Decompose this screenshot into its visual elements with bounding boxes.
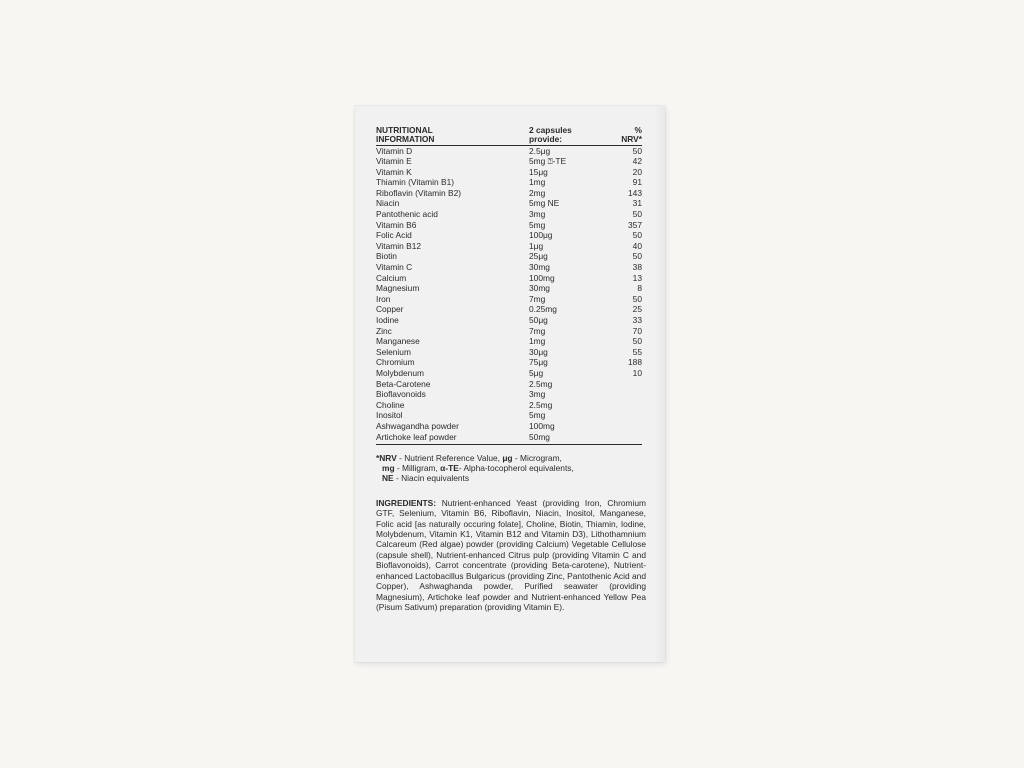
- nutrient-nrv: 50: [632, 209, 642, 220]
- nutrient-nrv: 50: [632, 251, 642, 262]
- nutrient-nrv: 357: [628, 219, 642, 230]
- nutrient-name: Artichoke leaf powder: [376, 432, 529, 444]
- nutrient-name: Iron: [376, 293, 391, 304]
- ingredients-text: [376, 498, 646, 612]
- nutrient-name: Niacin: [376, 198, 400, 209]
- nutrient-nrv: 70: [632, 325, 642, 336]
- table-row: [376, 337, 642, 348]
- nutrient-name: Folic Acid: [376, 230, 412, 241]
- table-row: [376, 284, 642, 295]
- nutrition-label: [376, 126, 646, 612]
- nutrient-amount: 2.5μg: [529, 145, 551, 156]
- nutrient-amount: 30mg: [529, 283, 550, 294]
- nutrient-amount: 1mg: [529, 177, 546, 188]
- nutrient-nrv: 40: [632, 240, 642, 251]
- footnote-mg-def: - Milligram,: [394, 463, 441, 474]
- header-nrv: % NRV*: [601, 126, 642, 146]
- nutrient-amount: 5mg: [529, 410, 546, 421]
- nutrient-amount: 3mg: [529, 209, 546, 220]
- table-row: [376, 178, 642, 189]
- table-row: [376, 358, 642, 369]
- nutrient-name: Calcium: [376, 272, 407, 283]
- table-row: [376, 263, 642, 274]
- nutrient-amount: 30mg: [529, 262, 550, 273]
- table-row: [376, 347, 642, 358]
- footnote-ate-term: α-TE: [440, 463, 459, 474]
- nutrient-name: Selenium: [376, 346, 411, 357]
- nutrient-name: Vitamin B12: [376, 240, 422, 251]
- nutrient-amount: 15μg: [529, 166, 548, 177]
- table-row: [376, 368, 642, 379]
- nutrient-amount: 0.25mg: [529, 304, 557, 315]
- nutrient-amount: 100mg: [529, 420, 555, 431]
- table-row: [376, 167, 642, 178]
- nutrient-amount: 1mg: [529, 336, 546, 347]
- nutrient-name: Iodine: [376, 315, 399, 325]
- footnote-nrv-term: *NRV: [376, 452, 397, 463]
- footnote-mg-term: mg: [382, 463, 395, 474]
- table-row: [376, 188, 642, 199]
- table-row: [376, 220, 642, 231]
- footnote-ug-term: μg: [502, 452, 513, 463]
- nutrient-name: Vitamin D: [376, 145, 413, 156]
- nutrient-nrv: [601, 400, 642, 411]
- nutrient-name: Chromium: [376, 357, 415, 368]
- nutrient-amount: 2.5mg: [529, 378, 553, 389]
- nutrient-name: Choline: [376, 399, 405, 410]
- table-row: [376, 252, 642, 263]
- nutrient-nrv: 38: [632, 262, 642, 273]
- nutrient-nrv: 55: [632, 346, 642, 357]
- nutrient-name: Vitamin C: [376, 262, 413, 273]
- nutrient-name: Inositol: [376, 410, 403, 421]
- nutrient-nrv: 143: [628, 187, 642, 198]
- nutrient-name: Vitamin B6: [376, 219, 417, 230]
- nutrient-amount: 3mg: [529, 389, 546, 400]
- nutrient-amount: 5mg NE: [529, 198, 560, 209]
- nrv-footnote: [376, 453, 646, 484]
- table-row: [376, 400, 642, 411]
- nutrient-amount: 7mg: [529, 325, 546, 336]
- nutrient-amount: 1μg: [529, 240, 544, 251]
- nutrient-name: Pantothenic acid: [376, 209, 438, 220]
- nutrient-name: Copper: [376, 304, 404, 315]
- nutrient-nrv: [601, 411, 642, 422]
- footnote-ne-term: NE: [382, 473, 394, 484]
- nutrient-amount: 5μg: [529, 367, 544, 378]
- nutrient-name: Zinc: [376, 325, 392, 336]
- table-row: [376, 273, 642, 284]
- footnote-nrv-def: - Nutrient Reference Value,: [396, 452, 503, 463]
- header-amount: 2 capsules provide:: [529, 126, 601, 146]
- nutrient-amount: 100μg: [529, 230, 553, 241]
- footnote-ne-def: - Niacin equivalents: [393, 473, 470, 484]
- nutrient-name: Ashwagandha powder: [376, 420, 459, 431]
- table-row: [376, 231, 642, 242]
- nutrient-amount: 5mg: [529, 219, 546, 230]
- nutrient-nrv: 91: [632, 177, 642, 188]
- nutrient-nrv: 42: [632, 156, 642, 167]
- nutrient-name: Magnesium: [376, 283, 420, 294]
- table-row: [376, 241, 642, 252]
- nutrient-nrv: [601, 432, 642, 444]
- nutrient-nrv: 31: [632, 198, 642, 209]
- nutrient-amount: 30μg: [529, 346, 548, 357]
- nutrient-nrv: 8: [637, 283, 642, 294]
- nutrient-amount: 75μg: [529, 357, 548, 368]
- nutrient-name: Molybdenum: [376, 367, 424, 378]
- footnote-ug-def: - Microgram,: [512, 452, 562, 463]
- nutrient-nrv: 20: [632, 166, 642, 177]
- table-row: [376, 390, 642, 401]
- nutrient-amount: 2.5mg: [529, 399, 553, 410]
- ingredients-list: Nutrient-enhanced Yeast (providing Iron, Chromium GTF, Selenium, Vitamin B6, Riboflavin, Niacin, Inositol, Manganese, Folic acid [as naturally occuring folate], Choline, Biotin, Thiamin, Iodine, Molybdenum, Vitamin K1, Vitamin B12 and Vitamin D3), Lithothamnium Calcareum (Red algae) powder (providing Calcium) Vegetable Cellulose (capsule shell), Nutrient-enhanced Citrus pulp (providing Vitamin C and Bioflavonoids), Carrot concentrate (providing Beta-carotene), Nutrient-enhanced Lactobacillus Bulgaricus (providing Zinc, Pantothenic Acid and Copper), Ashwaghanda powder, Purified seawater (providing Magnesium), Artichoke leaf powder and Nutrient-enhanced Yellow Pea (Pisum Sativum) preparation (providing Vitamin E).: [376, 497, 646, 612]
- nutrition-rows: [376, 146, 642, 445]
- table-row: [376, 421, 642, 432]
- table-row: [376, 379, 642, 390]
- table-row: [376, 316, 642, 327]
- table-row: [376, 210, 642, 221]
- table-row: [376, 294, 642, 305]
- nutrient-amount: 5mg ⍰-TE: [529, 156, 567, 167]
- nutrient-nrv: 13: [632, 272, 642, 283]
- nutrient-nrv: 10: [632, 367, 642, 378]
- nutrient-nrv: 50: [632, 145, 642, 156]
- nutrient-nrv: 33: [632, 315, 642, 325]
- table-row: [376, 432, 642, 444]
- nutrient-name: Beta-Carotene: [376, 378, 431, 389]
- product-box-back: [355, 106, 665, 662]
- nutrient-nrv: 188: [628, 357, 642, 368]
- table-row: [376, 305, 642, 316]
- ingredients-label: INGREDIENTS:: [376, 497, 437, 508]
- nutrient-name: Riboflavin (Vitamin B2): [376, 187, 462, 198]
- nutrient-amount: 2mg: [529, 187, 546, 198]
- nutrient-nrv: [601, 421, 642, 432]
- table-row: [376, 326, 642, 337]
- table-row: [376, 146, 642, 157]
- nutrient-amount: 50μg: [529, 315, 548, 325]
- nutrient-nrv: 50: [632, 293, 642, 304]
- header-nutrient: NUTRITIONAL INFORMATION: [376, 126, 529, 146]
- nutrient-amount: 7mg: [529, 293, 546, 304]
- nutrient-name: Manganese: [376, 336, 420, 347]
- nutrient-amount: 100mg: [529, 272, 555, 283]
- nutrient-name: Biotin: [376, 251, 397, 262]
- nutrient-amount: 50mg: [529, 432, 601, 444]
- table-header-row: [376, 126, 642, 146]
- nutrient-amount: 25μg: [529, 251, 548, 262]
- nutrient-name: Bioflavonoids: [376, 389, 426, 400]
- table-row: [376, 199, 642, 210]
- nutrient-nrv: [601, 390, 642, 401]
- nutrient-name: Vitamin K: [376, 166, 412, 177]
- nutrient-name: Vitamin E: [376, 156, 412, 167]
- table-row: [376, 411, 642, 422]
- nutrient-nrv: 50: [632, 336, 642, 347]
- nutrient-nrv: 50: [632, 230, 642, 241]
- table-row: [376, 157, 642, 168]
- nutrient-nrv: [601, 379, 642, 390]
- nutrient-nrv: 25: [632, 304, 642, 315]
- nutrient-name: Thiamin (Vitamin B1): [376, 177, 455, 188]
- footnote-ate-def: - Alpha-tocopherol equivalents,: [458, 463, 574, 474]
- nutrition-table: [376, 126, 642, 445]
